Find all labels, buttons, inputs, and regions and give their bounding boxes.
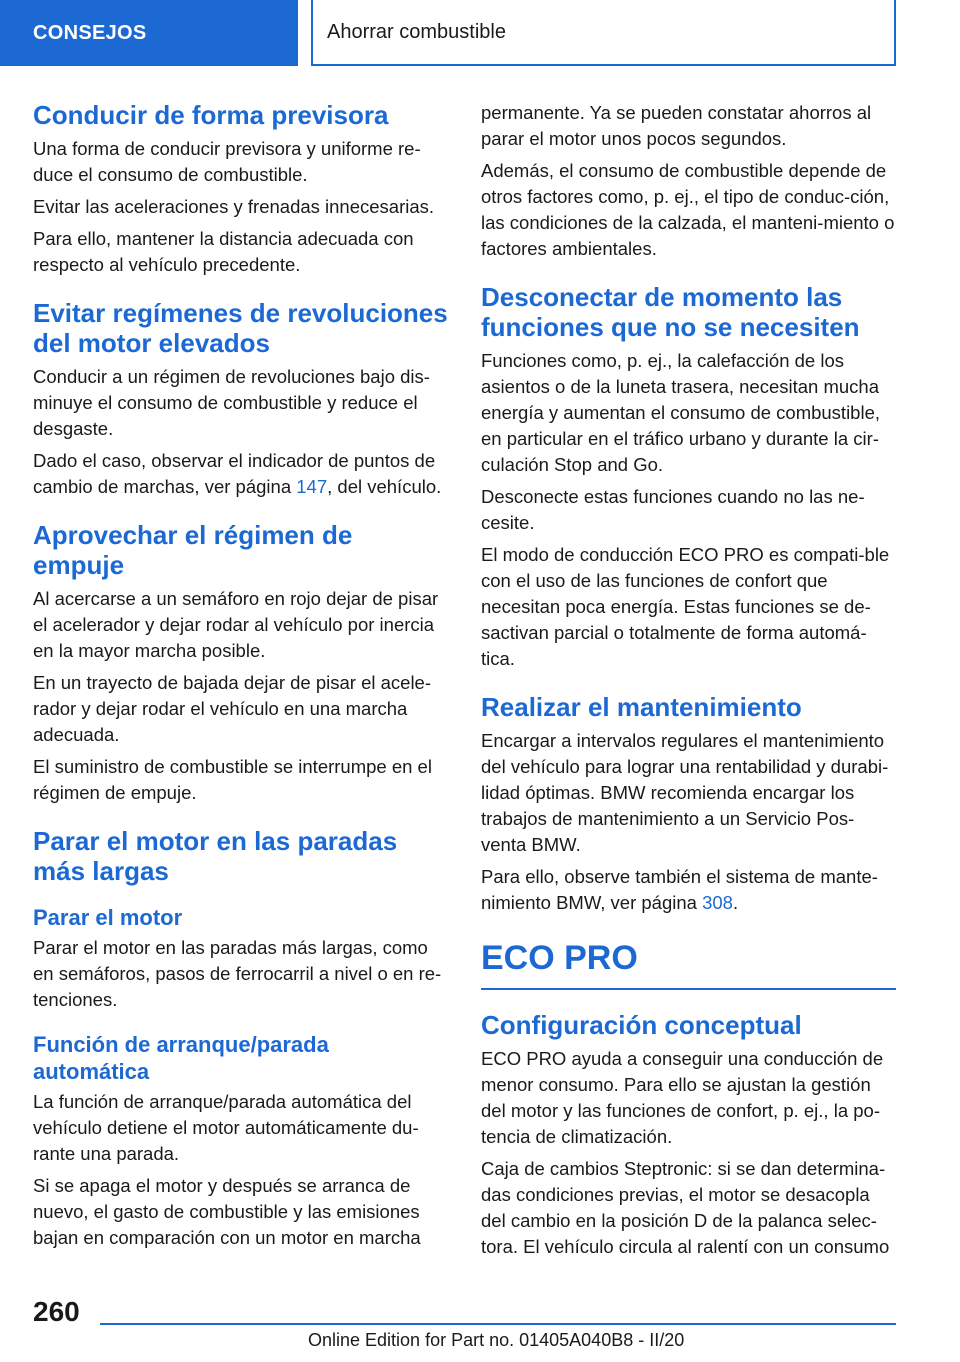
heading-configuracion: Configuración conceptual [481,1010,802,1040]
paragraph: El modo de conducción ECO PRO es compati‐ble con el uso de las funciones de confort que necesitan poca energía. Estas funciones se de‐sactivan parcial o totalmente de forma automá‐tica. [481,544,890,669]
chapter-heading-block [481,936,896,990]
page-link-308[interactable]: 308 [702,892,733,913]
paragraph: Conducir a un régimen de revoluciones bajo dis‐minuye el consumo de combustible y reduce el desgaste. [33,366,430,439]
paragraph: ECO PRO ayuda a conseguir una conducción de menor consumo. Para ello se ajustan la gestión del motor y las funciones de confort, p. ej., la po‐tencia de climatización. [481,1048,884,1147]
heading-empuje: Aprovechar el régimen de empuje [33,520,353,580]
paragraph: permanente. Ya se pueden constatar ahorros al parar el motor unos pocos segundos. [481,102,872,149]
heading-desconectar: Desconectar de momento las funciones que no se necesiten [481,282,860,342]
edition-note: Online Edition for Part no. 01405A040B8 - II/20 [308,1330,685,1350]
paragraph: Además, el consumo de combustible depende de otros factores como, p. ej., el tipo de conduc‐ción, las condiciones de la calzada, el manteni‐miento o factores ambientales. [481,160,895,259]
section-tab: CONSEJOS [0,0,298,66]
paragraph-text: . [732,892,739,913]
page-header [0,0,960,68]
subheading-funcion-arranque: Función de arranque/parada automática [33,1032,329,1084]
paragraph-text: Para ello, observe también el sistema de mante‐nimiento BMW, ver página [481,866,878,913]
paragraph: Desconecte estas funciones cuando no las ne‐cesite. [481,486,865,533]
left-column [33,100,448,1257]
paragraph-text: Dado el caso, observar el indicador de puntos de cambio de marchas, ver página [33,450,436,497]
paragraph: El suministro de combustible se interrumpe en el régimen de empuje. [33,756,432,803]
chapter-title: Ahorrar combustible [311,0,896,66]
subheading-parar-motor: Parar el motor [33,905,183,930]
paragraph: Funciones como, p. ej., la calefacción de los asientos o de la luneta trasera, necesitan mucha energía y aumentan el consumo de combustible, en particular en el tráfico urbano y durante la cir‐culación Stop and Go. [481,350,881,475]
paragraph: Al acercarse a un semáforo en rojo dejar de pisar el acelerador y dejar rodar al vehículo por inercia en la mayor marcha posible. [33,588,439,661]
paragraph: Parar el motor en las paradas más largas, como en semáforos, pasos de ferrocarril a nivel o en re‐tenciones. [33,937,442,1010]
paragraph [481,864,896,916]
paragraph-text: , del vehículo. [327,476,442,497]
heading-paradas: Parar el motor en las paradas más largas [33,826,398,886]
paragraph [33,448,448,500]
paragraph: Evitar las aceleraciones y frenadas innecesarias. [33,196,435,217]
right-column [481,100,896,1266]
paragraph: En un trayecto de bajada dejar de pisar el acele‐rador y dejar rodar el vehículo en una marcha adecuada. [33,672,432,745]
heading-revoluciones: Evitar regímenes de revoluciones del motor elevados [33,298,448,358]
page-link-147[interactable]: 147 [296,476,328,497]
footer-divider [100,1323,896,1325]
heading-eco-pro: ECO PRO [481,936,896,990]
heading-previsora: Conducir de forma previsora [33,100,389,130]
heading-mantenimiento: Realizar el mantenimiento [481,692,802,722]
paragraph: Una forma de conducir previsora y uniforme re‐duce el consumo de combustible. [33,138,421,185]
paragraph: Para ello, mantener la distancia adecuada con respecto al vehículo precedente. [33,228,414,275]
paragraph: Si se apaga el motor y después se arranca de nuevo, el gasto de combustible y las emisiones bajan en comparación con un motor en marcha [33,1175,421,1248]
paragraph: Caja de cambios Steptronic: si se dan determina‐das condiciones previas, el motor se desacopla del cambio en la posición D de la palanca selec‐tora. El vehículo circula al ralentí con un consumo [481,1158,890,1257]
paragraph: La función de arranque/parada automática del vehículo detiene el motor automáticamente du‐rante una parada. [33,1091,419,1164]
paragraph: Encargar a intervalos regulares el mantenimiento del vehículo para lograr una rentabilidad y durabi‐lidad óptimas. BMW recomienda encargar los trabajos de mantenimiento a un Servicio Pos‐venta BMW. [481,730,889,855]
page-number: 260 [33,1296,80,1327]
